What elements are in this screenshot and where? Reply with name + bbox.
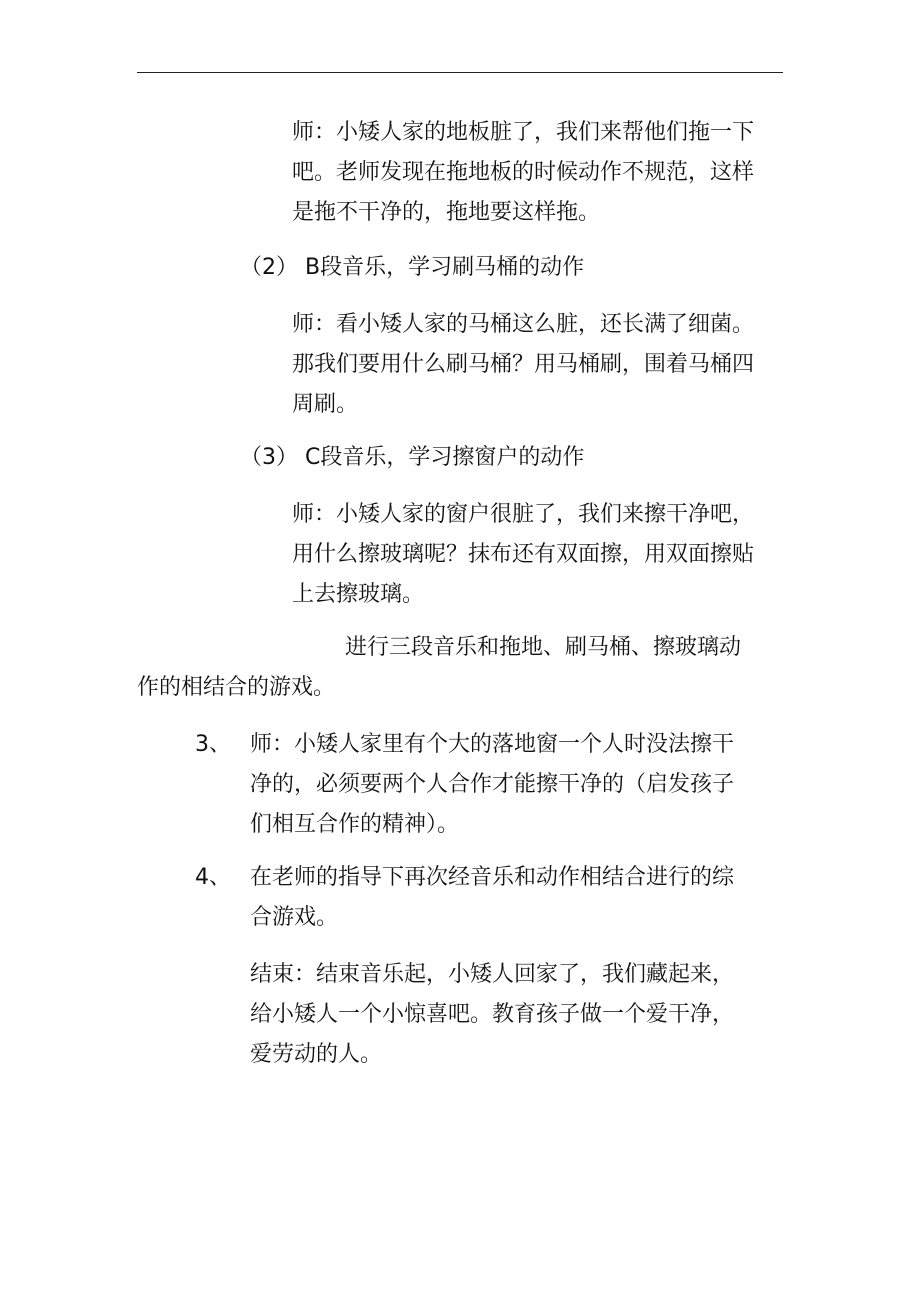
text-line: 结束：结束音乐起，小矮人回家了，我们藏起来， (250, 962, 735, 987)
paragraph-mopping (292, 113, 754, 233)
text-line: 进行三段音乐和拖地、刷马桶、擦玻璃动 (345, 635, 742, 660)
list-number-3: 3、 (195, 732, 231, 757)
text-line: 师：小矮人家里有个大的落地窗一个人时没法擦干 (250, 732, 735, 757)
text-line: 合游戏。 (250, 905, 339, 930)
text-line: 那我们要用什么刷马桶？用马桶刷，围着马桶四 (292, 352, 755, 377)
text-line: 是拖不干净的，拖地要这样拖。 (292, 200, 601, 225)
paragraph-window (292, 495, 754, 615)
paragraph-toilet (292, 305, 754, 425)
text-line: 师：小矮人家的窗户很脏了，我们来擦干净吧， (292, 502, 755, 527)
list-item-3-text (250, 725, 734, 845)
text-line: 们相互合作的精神）。 (250, 812, 460, 837)
list-item-4-text (250, 858, 734, 938)
text-line: 用什么擦玻璃呢？抹布还有双面擦，用双面擦贴 (292, 542, 755, 567)
text-line: 净的，必须要两个人合作才能擦干净的（启发孩子 (250, 772, 735, 797)
paragraph-combined-game (137, 628, 741, 708)
text-line: 给小矮人一个小惊喜吧。教育孩子做一个爱干净， (250, 1002, 735, 1027)
heading-section-b: （2） B段音乐，学习刷马桶的动作 (240, 255, 585, 280)
text-line: 周刷。 (292, 392, 359, 417)
text-line: 上去擦玻璃。 (292, 582, 425, 607)
text-line: 吧。老师发现在拖地板的时候动作不规范，这样 (292, 160, 755, 185)
heading-section-c: （3） C段音乐，学习擦窗户的动作 (240, 445, 585, 470)
list-number-4: 4、 (195, 865, 231, 890)
text-line: 师：看小矮人家的马桶这么脏，还长满了细菌。 (292, 312, 755, 337)
header-rule (137, 72, 783, 73)
paragraph-ending (250, 955, 734, 1075)
text-line: 师：小矮人家的地板脏了，我们来帮他们拖一下 (292, 120, 755, 145)
text-line: 爱劳动的人。 (250, 1042, 383, 1067)
text-line: 作的相结合的游戏。 (137, 675, 336, 700)
text-line: 在老师的指导下再次经音乐和动作相结合进行的综 (250, 865, 735, 890)
